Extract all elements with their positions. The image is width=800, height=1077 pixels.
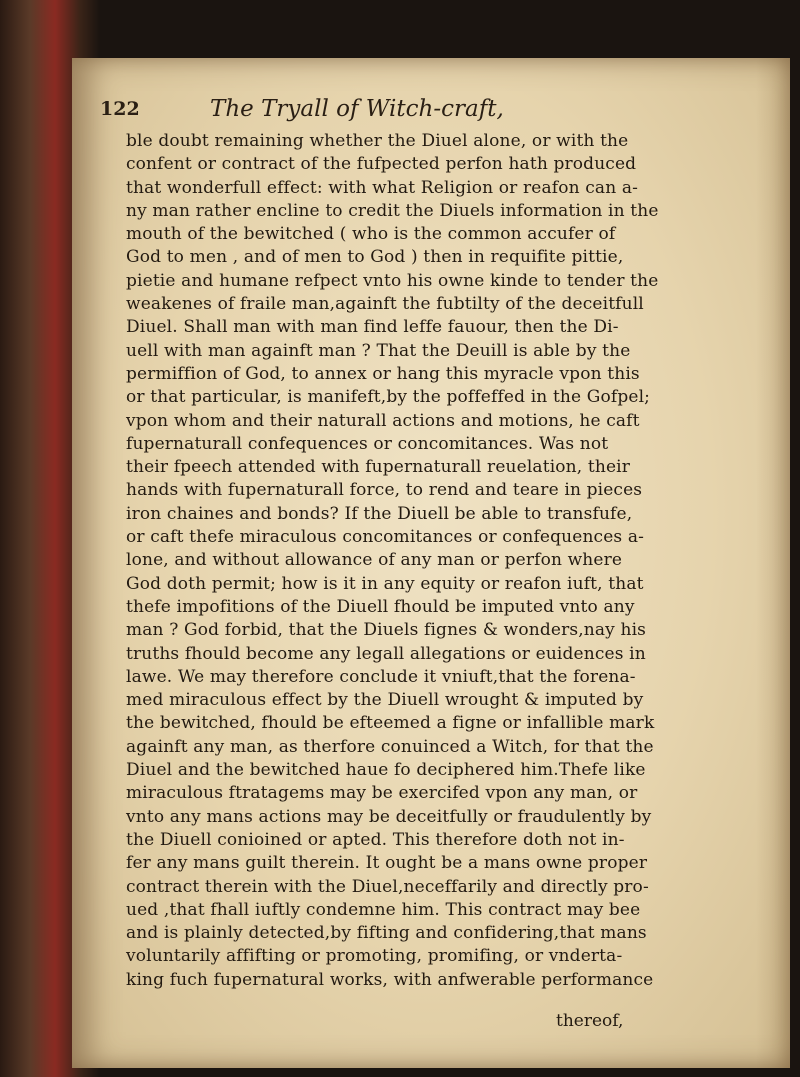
text-line: contract therein with the Diuel,neceffarily and directly pro-	[126, 876, 649, 897]
text-line: or caft thefe miraculous concomitances or confequences a-	[126, 527, 645, 548]
text-line: voluntarily affifting or promoting, promifing, or vnderta-	[126, 946, 623, 967]
text-line: king fuch fupernatural works, with anfwerable performance	[126, 969, 654, 990]
text-line: that wonderfull effect: with what Religion or reafon can a-	[126, 177, 639, 198]
text-line: ble doubt remaining whether the Diuel alone, or with the	[126, 131, 629, 151]
text-line: thefe impofitions of the Diuell fhould be imputed vnto any	[126, 596, 635, 617]
text-line: pietie and humane refpect vnto his owne kinde to tender the	[126, 270, 659, 291]
text-line: or that particular, is manifeft,by the poffeffed in the Gofpel;	[126, 387, 651, 408]
text-line: lawe. We may therefore conclude it vniuft,that the forena-	[126, 666, 636, 687]
text-line: mouth of the bewitched ( who is the common accufer of	[126, 224, 616, 245]
catchword: thereof,	[556, 1011, 624, 1031]
text-line: Diuel and the bewitched haue fo deciphered him.Thefe like	[126, 760, 646, 781]
page-header	[100, 98, 660, 130]
text-line: permiffion of God, to annex or hang this myracle vpon this	[126, 363, 640, 384]
text-line: ny man rather encline to credit the Diuels information in the	[126, 200, 659, 221]
running-title: The Tryall of Witch-craft,	[210, 96, 504, 122]
text-line: weakenes of fraile man,againft the fubtilty of the deceitfull	[126, 294, 644, 315]
text-line: God doth permit; how is it in any equity or reafon iuft, that	[126, 573, 644, 594]
text-line: vnto any mans actions may be deceitfully or fraudulently by	[126, 806, 652, 827]
text-line: God to men , and of men to God ) then in requifite pittie,	[126, 247, 624, 268]
page-number: 122	[100, 98, 140, 120]
text-line: Diuel. Shall man with man find leffe fauour, then the Di-	[126, 317, 619, 338]
text-line: and is plainly detected,by fifting and confidering,that mans	[126, 923, 647, 944]
text-line: hands with fupernaturall force, to rend and teare in pieces	[126, 480, 643, 501]
text-line: againft any man, as therfore conuinced a Witch, for that the	[126, 736, 654, 757]
text-line: fer any mans guilt therein. It ought be a mans owne proper	[126, 853, 648, 874]
text-line: med miraculous effect by the Diuell wrought & imputed by	[126, 690, 644, 711]
text-line: fupernaturall confequences or concomitances. Was not	[126, 433, 609, 454]
text-line: miraculous ftratagems may be exercifed vpon any man, or	[126, 783, 638, 804]
text-line: vpon whom and their naturall actions and motions, he caft	[126, 410, 640, 431]
text-line: truths fhould become any legall allegations or euidences in	[126, 643, 646, 664]
text-line: ued ,that fhall iuftly condemne him. This contract may bee	[126, 899, 641, 920]
text-line: uell with man againft man ? That the Deuill is able by the	[126, 340, 631, 361]
text-line: iron chaines and bonds? If the Diuell be able to transfufe,	[126, 503, 633, 524]
body-text	[126, 130, 686, 992]
text-line: confent or contract of the fufpected perfon hath produced	[126, 154, 637, 175]
text-line: man ? God forbid, that the Diuels fignes & wonders,nay his	[126, 620, 647, 641]
text-line: the bewitched, fhould be efteemed a figne or infallible mark	[126, 713, 655, 734]
text-line: their fpeech attended with fupernaturall reuelation, their	[126, 457, 631, 478]
text-line: the Diuell conioined or apted. This therefore doth not in-	[126, 829, 625, 850]
page-edge-shading	[756, 58, 790, 1068]
text-line: lone, and without allowance of any man or perfon where	[126, 550, 623, 571]
